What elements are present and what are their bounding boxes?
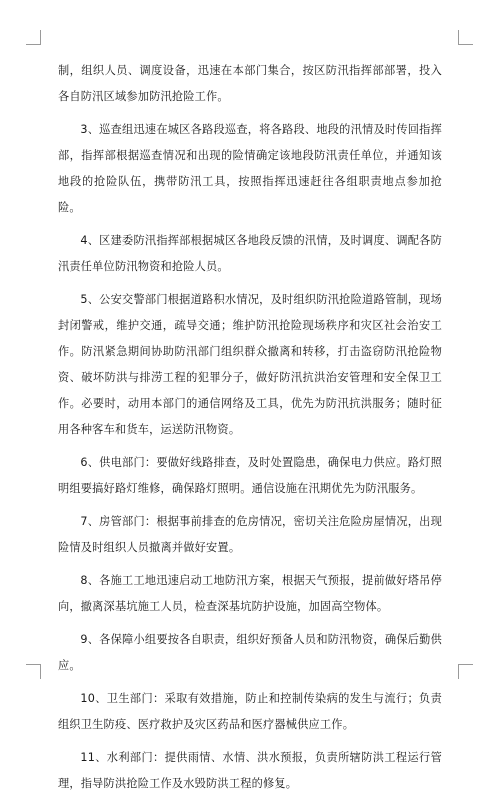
paragraph-3-patrol: 3、巡查组迅速在城区各路段巡查，将各路段、地段的汛情及时传回指挥部，指挥部根据巡查情况和出现的险情确定该地段防汛责任单位，并通知该地段的抢险队伍，携带防汛工具，按照指挥迅速赶往各组职责地点参加抢险。 [58,123,442,214]
paragraph-6-power-supply: 6、供电部门：要做好线路排查，及时处置隐患，确保电力供应。路灯照明组要搞好路灯维修，确保路灯照明。通信设施在汛期优先为防汛服务。 [58,456,442,495]
paragraph-7-housing: 7、房管部门：根据事前排查的危房情况，密切关注危险房屋情况，出现险情及时组织人员撤离并做好安置。 [58,515,442,554]
crop-mark-top-right [458,30,473,45]
crop-mark-bottom-right [458,664,473,679]
paragraph-11-water-conservancy: 11、水利部门：提供雨情、水情、洪水预报，负责所辖防洪工程运行管理，指导防洪抢险工作及水毁防洪工程的修复。 [58,751,442,790]
paragraph-5-traffic-police: 5、公安交警部门根据道路积水情况，及时组织防汛抢险道路管制，现场封闭警戒，维护交通，疏导交通；维护防汛抢险现场秩序和灾区社会治安工作。防汛紧急期间协助防汛部门组织群众撤离和转移，打击盗窃防汛抢险物资、破坏防洪与排涝工程的犯罪分子，做好防汛抗洪治安管理和安全保卫工作。必要时，动用本部门的通信网络及工具，优先为防汛抗洪服务；随时征用各种客车和货车，运送防汛物资。 [58,293,442,436]
paragraph-4-construction-committee: 4、区建委防汛指挥部根据城区各地段反馈的汛情，及时调度、调配各防汛责任单位防汛物资和抢险人员。 [58,234,442,273]
crop-mark-bottom-left [26,664,41,679]
paragraph-10-health: 10、卫生部门：采取有效措施，防止和控制传染病的发生与流行；负责组织卫生防疫、医疗救护及灾区药品和医疗器械供应工作。 [58,692,442,731]
paragraph-9-support-teams: 9、各保障小组要按各自职责，组织好预备人员和防汛物资，确保后勤供应。 [58,633,442,672]
paragraph-continuation: 制，组织人员、调度设备，迅速在本部门集合，按区防汛指挥部部署，投入各自防汛区域参加防汛抢险工作。 [58,64,442,103]
document-body [58,58,442,804]
paragraph-8-construction-sites: 8、各施工工地迅速启动工地防汛方案，根据天气预报，提前做好塔吊停向，撤离深基坑施工人员，检查深基坑防护设施，加固高空物体。 [58,574,442,613]
crop-mark-top-left [26,30,41,45]
